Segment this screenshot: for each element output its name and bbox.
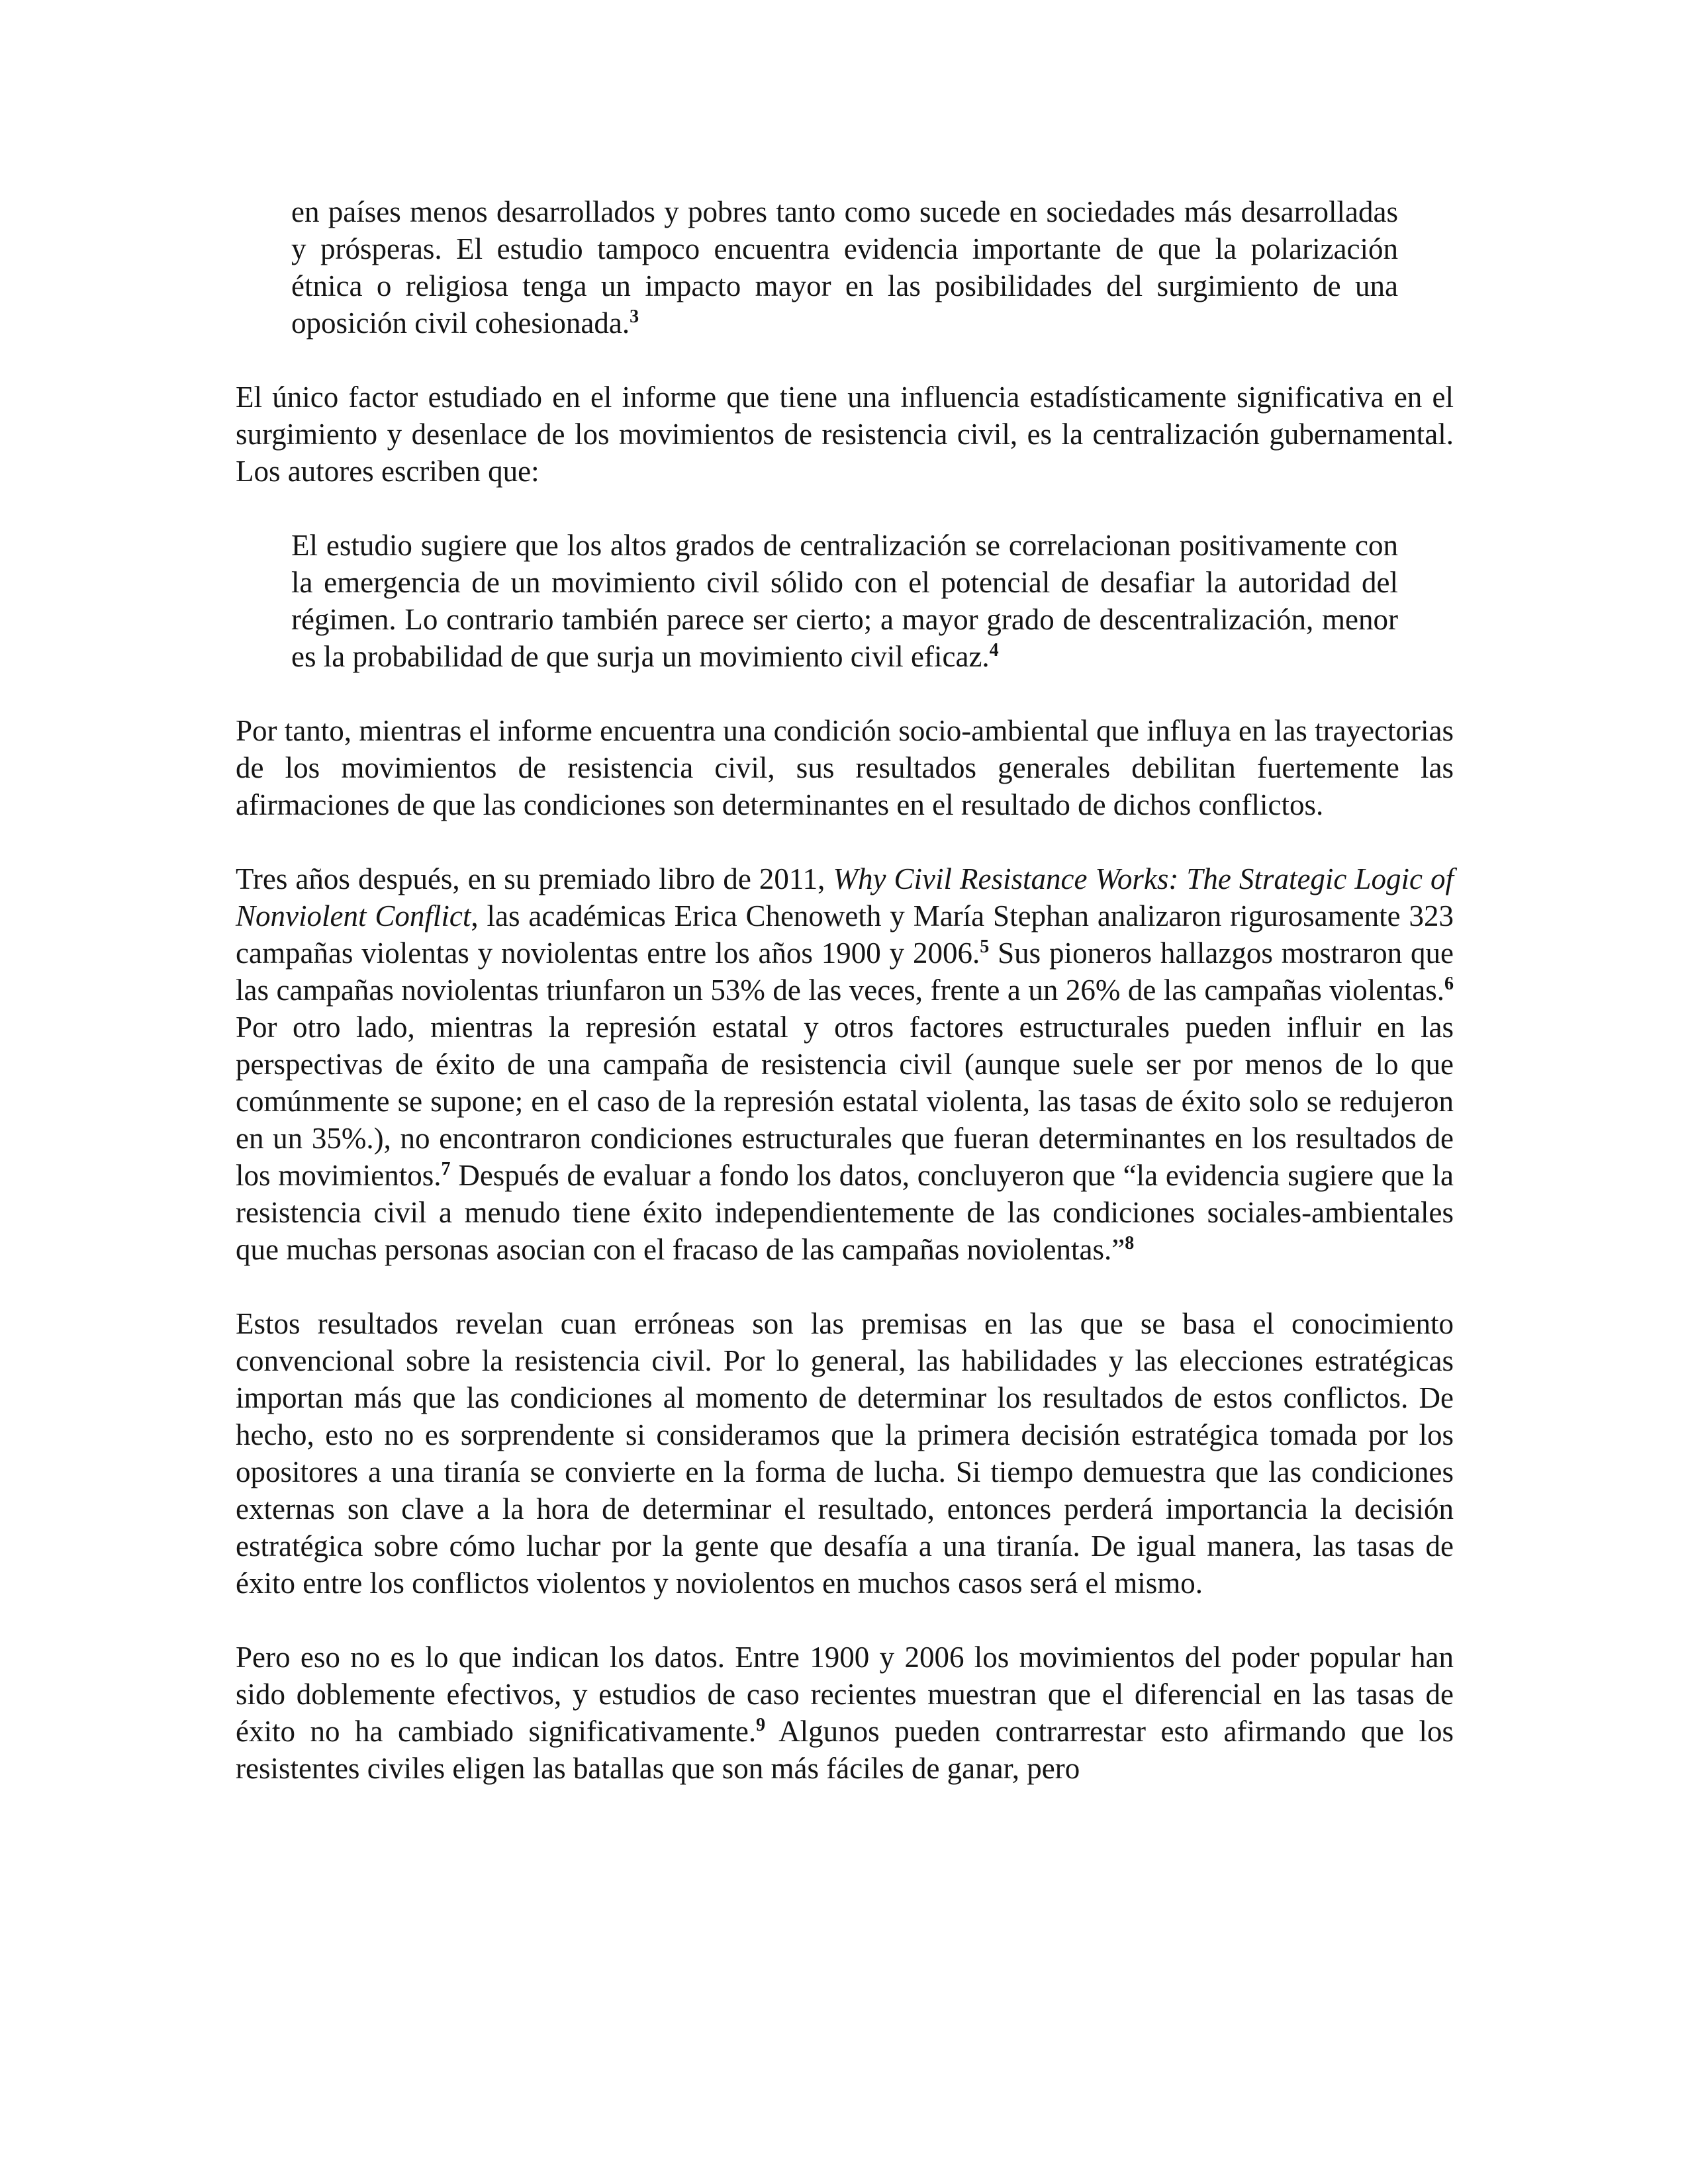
text-run: Pero eso no es lo que indican los datos. Entre 1900 y 2006 los movimientos del poder popular han sido doblemente efectivos, y estudios de caso recientes muestran que el diferencial en las tasas de éxito no ha cambiado significativamente. xyxy=(236,1641,1454,1748)
paragraph-2 xyxy=(236,712,1454,823)
text-run: Algunos pueden contrarrestar esto afirmando que los resistentes civiles eligen las batallas que son más fáciles de ganar, pero xyxy=(236,1715,1454,1785)
paragraph-3 xyxy=(236,860,1454,1268)
document-page xyxy=(236,193,1454,1824)
paragraph-1 xyxy=(236,379,1454,490)
block-quote-1 xyxy=(291,193,1398,341)
footnote-ref[interactable]: 7 xyxy=(441,1159,451,1179)
paragraph-4 xyxy=(236,1305,1454,1602)
footnote-ref[interactable]: 6 xyxy=(1444,974,1454,994)
text-run: Por tanto, mientras el informe encuentra una condición socio-ambiental que influya en las trayectorias de los movimientos de resistencia civil, sus resultados generales debilitan fuertemente las afirmaciones de que las condiciones son determinantes en el resultado de dichos conflictos. xyxy=(236,714,1454,821)
paragraph-5 xyxy=(236,1639,1454,1787)
text-run: Estos resultados revelan cuan erróneas son las premisas en las que se basa el conocimiento convencional sobre la resistencia civil. Por lo general, las habilidades y las elecciones estratégicas importan más que las condiciones al momento de determinar los resultados de estos conflictos. De hecho, esto no es sorprendente si consideramos que la primera decisión estratégica tomada por los opositores a una tiranía se convierte en la forma de lucha. Si tiempo demuestra que las condiciones externas son clave a la hora de determinar el resultado, entonces perderá importancia la decisión estratégica sobre cómo luchar por la gente que desafía a una tiranía. De igual manera, las tasas de éxito entre los conflictos violentos y noviolentos en muchos casos será el mismo. xyxy=(236,1307,1454,1600)
text-run: Tres años después, en su premiado libro de 2011, xyxy=(236,862,833,895)
text-run: Por otro lado, mientras la represión estatal y otros factores estructurales pueden influir en las perspectivas de éxito de una campaña de resistencia civil (aunque suele ser por menos de lo que comúnmente se supone; en el caso de la represión estatal violenta, las tasas de éxito solo se redujeron en un 35%.), no encontraron condiciones estructurales que fueran determinantes en los resultados de los movimientos. xyxy=(236,1011,1454,1192)
text-run: en países menos desarrollados y pobres tanto como sucede en sociedades más desarrolladas y prósperas. El estudio tampoco encuentra evidencia importante de que la polarización étnica o religiosa tenga un impacto mayor en las posibilidades del surgimiento de una oposición civil cohesionada. xyxy=(291,195,1398,340)
text-run: El único factor estudiado en el informe que tiene una influencia estadísticamente significativa en el surgimiento y desenlace de los movimientos de resistencia civil, es la centralización gubernamental. Los autores escriben que: xyxy=(236,381,1454,488)
text-run: , las académicas Erica Chenoweth y María Stephan analizaron rigurosamente 323 campañas violentas y noviolentas entre los años 1900 y 2006. xyxy=(236,899,1454,970)
text-run: Sus pioneros hallazgos mostraron que las campañas noviolentas triunfaron un 53% de las veces, frente a un 26% de las campañas violentas. xyxy=(236,936,1454,1007)
block-quote-2 xyxy=(291,527,1398,675)
footnote-ref[interactable]: 9 xyxy=(756,1715,766,1735)
footnote-ref[interactable]: 3 xyxy=(630,306,639,327)
footnote-ref[interactable]: 8 xyxy=(1125,1233,1135,1253)
text-run: Después de evaluar a fondo los datos, concluyeron que “la evidencia sugiere que la resistencia civil a menudo tiene éxito independientemente de las condiciones sociales-ambientales que muchas personas asocian con el fracaso de las campañas noviolentas.” xyxy=(236,1159,1454,1266)
footnote-ref[interactable]: 5 xyxy=(980,936,990,957)
footnote-ref[interactable]: 4 xyxy=(989,640,999,660)
text-run: El estudio sugiere que los altos grados de centralización se correlacionan positivamente con la emergencia de un movimiento civil sólido con el potencial de desafiar la autoridad del régimen. Lo contrario también parece ser cierto; a mayor grado de descentralización, menor es la probabilidad de que surja un movimiento civil eficaz. xyxy=(291,529,1398,673)
book-title: Why Civil Resistance Works: The Strategic Logic of Nonviolent Conflict xyxy=(236,862,1454,933)
